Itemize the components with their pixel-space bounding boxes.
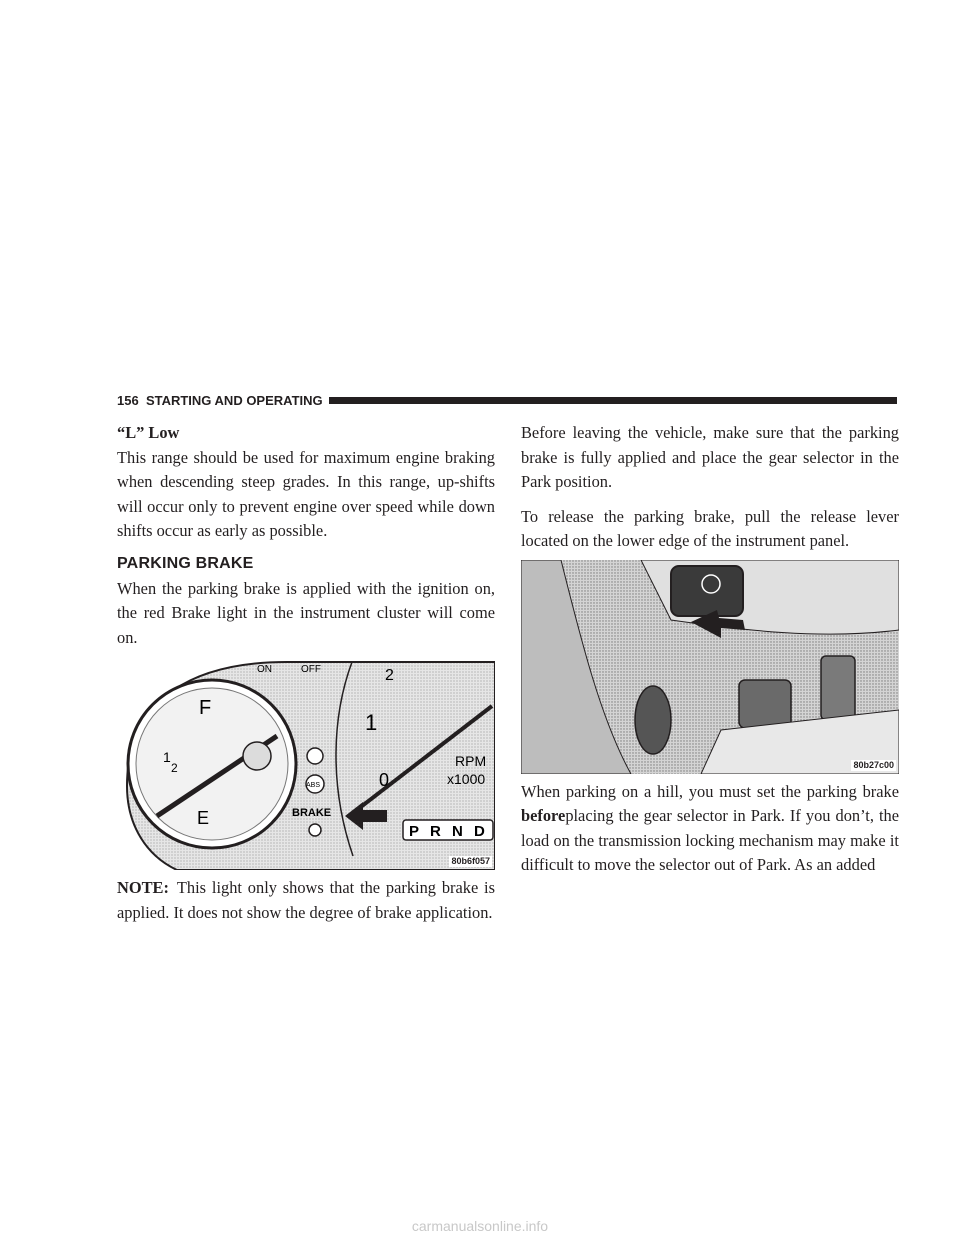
- low-paragraph: This range should be used for maximum engine braking when descending steep grades. In this range, up-shifts will occur only to prevent engine over speed while down shifts occur as early as possible.: [117, 447, 495, 540]
- off-label: OFF: [301, 664, 321, 675]
- release-brake-paragraph: To release the parking brake, pull the release lever located on the lower edge of the instrument panel.: [521, 506, 899, 550]
- note-text: This light only shows that the parking brake is applied. It does not show the degree of brake application.: [117, 878, 495, 922]
- rpm-scale-label: x1000: [447, 771, 486, 787]
- header-rule: [329, 397, 897, 404]
- brake-pedal: [739, 680, 791, 728]
- release-lever-figure: [521, 560, 899, 774]
- page-number: 156: [117, 392, 139, 408]
- tach-two-label: 2: [385, 667, 394, 684]
- parking-brake-heading: PARKING BRAKE: [117, 554, 254, 572]
- section-title: STARTING AND OPERATING: [145, 392, 323, 408]
- gear-n-label: N: [452, 823, 463, 840]
- page-header-text: [117, 393, 329, 408]
- low-subheading: “L” Low: [117, 423, 180, 442]
- left-column: [117, 421, 495, 925]
- parking-pedal: [635, 686, 671, 754]
- gear-r-label: R: [430, 823, 441, 840]
- figure-code-left: 80b6f057: [451, 856, 490, 866]
- hill-paragraph: [521, 780, 899, 878]
- fuel-pump-icon: [307, 748, 323, 764]
- hill-text-after: placing the gear selector in Park. If you don’t, the load on the transmission locking mechanism may make it difficult to move the selector out of Park. As an added: [521, 806, 899, 874]
- note-label: NOTE:: [117, 878, 169, 897]
- right-column: [521, 421, 899, 878]
- watermark: carmanualsonline.info: [411, 1218, 549, 1234]
- abs-label: ABS: [306, 782, 321, 789]
- accelerator-pedal: [821, 656, 855, 720]
- hill-bold-word: before: [521, 806, 566, 825]
- tach-one-label: 1: [365, 710, 378, 735]
- gear-d-label: D: [474, 823, 485, 840]
- fuel-half-denominator: 2: [171, 761, 178, 775]
- leaving-vehicle-paragraph: Before leaving the vehicle, make sure that the parking brake is fully applied and place the gear selector in the Park position.: [521, 423, 899, 491]
- fuel-half-numerator: 1: [163, 749, 171, 765]
- brake-light-label: BRAKE: [292, 807, 332, 819]
- release-lever: [671, 566, 743, 616]
- tach-zero-label: 0: [379, 770, 390, 790]
- instrument-cluster-figure: [117, 656, 495, 870]
- brake-light-paragraph: When the parking brake is applied with the ignition on, the red Brake light in the instrument cluster will come on.: [117, 578, 495, 647]
- note-paragraph: [117, 876, 495, 925]
- brake-warning-icon: [309, 824, 321, 836]
- gear-p-label: P: [409, 823, 420, 840]
- on-label: ON: [257, 664, 272, 675]
- instrument-cluster-illustration: [117, 656, 495, 870]
- page-header: [117, 390, 897, 410]
- release-lever-illustration: [521, 560, 899, 774]
- figure-code-right: 80b27c00: [853, 759, 894, 770]
- rpm-label: RPM: [455, 753, 487, 769]
- fuel-empty-label: E: [197, 808, 210, 828]
- fuel-full-label: F: [199, 697, 212, 719]
- hill-text-before: When parking on a hill, you must set the parking brake: [521, 781, 899, 801]
